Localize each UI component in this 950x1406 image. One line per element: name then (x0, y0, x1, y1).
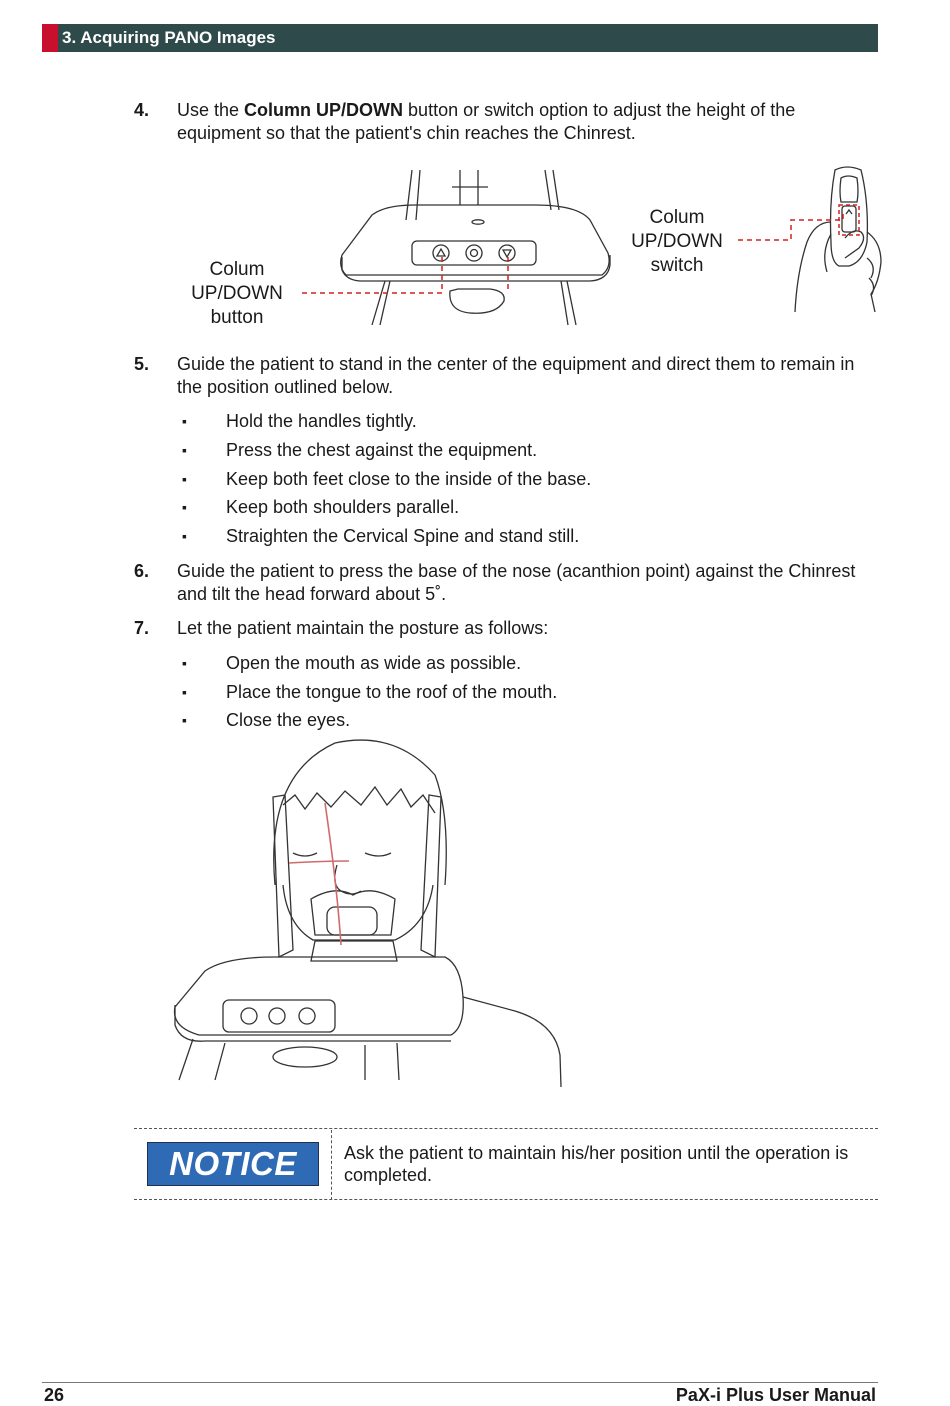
page-number: 26 (44, 1385, 65, 1405)
step-number: 5. (134, 354, 150, 374)
header-accent (42, 24, 58, 52)
step-text: Guide the patient to press the base of the nose (acanthion point) against the Chinrest and tilt the head forward about 5˚. (177, 561, 856, 604)
switch-callout-label: Colum UP/DOWN switch (631, 207, 723, 276)
patient-posture-illustration (165, 735, 575, 1095)
step-text: Guide the patient to stand in the center of the equipment and direct them to remain in the position outlined below. (177, 354, 855, 397)
notice-badge: NOTICE (147, 1142, 319, 1186)
section-header (42, 24, 878, 52)
step-number: 6. (134, 561, 150, 581)
notice-bottom-border (134, 1199, 878, 1200)
step-number: 7. (134, 618, 150, 638)
section-title: 3. Acquiring PANO Images (62, 28, 276, 47)
notice-top-border (134, 1128, 878, 1129)
notice-text: Ask the patient to maintain his/her position until the operation is completed. (344, 1143, 849, 1185)
control-panel-illustration (290, 165, 630, 330)
notice-divider (331, 1130, 332, 1200)
footer-rule (42, 1382, 878, 1383)
column-updown-term: Column UP/DOWN (244, 100, 404, 120)
manual-title: PaX-i Plus User Manual (675, 1385, 876, 1405)
hand-switch-illustration (735, 162, 890, 322)
step-number: 4. (134, 100, 150, 120)
button-callout-label: Colum UP/DOWN button (191, 259, 283, 328)
step-text: Let the patient maintain the posture as follows: (177, 618, 549, 638)
step-text: Use the Column UP/DOWN button or switch option to adjust the height of the equipment so that the patient's chin reaches the Chinrest. (177, 100, 796, 143)
